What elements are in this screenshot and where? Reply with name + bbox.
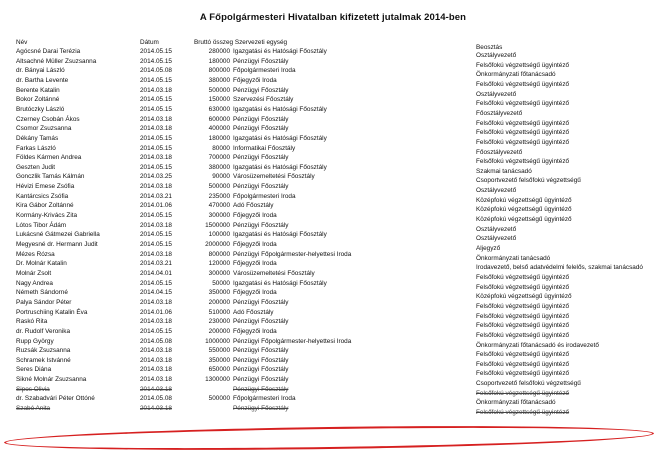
table-row <box>0 327 666 339</box>
cell-department: Városüzemeltetési Főosztály <box>233 269 315 277</box>
table-row <box>0 95 666 108</box>
table-row <box>0 86 666 98</box>
cell-name: dr. Bányai László <box>16 67 65 75</box>
cell-position: Felsőfokú végzettségű ügyintéző <box>476 80 570 88</box>
cell-name: Megyesné dr. Hermann Judit <box>16 241 98 248</box>
cell-name: Mézes Rózsa <box>16 250 55 258</box>
cell-name: Altsachné Müller Zsuzsanna <box>16 57 97 65</box>
cell-name: Geszten Judit <box>16 163 56 171</box>
cell-department: Főpolgármesteri Iroda <box>233 395 296 403</box>
cell-department: Pénzügyi Főosztály <box>233 125 289 133</box>
cell-date: 2014.03.18 <box>140 385 172 393</box>
cell-amount: 500000 <box>208 86 230 94</box>
table-row <box>0 57 666 69</box>
table-row <box>0 115 666 127</box>
cell-name: dr. Bartha Levente <box>16 76 69 84</box>
cell-amount: 500000 <box>208 183 230 191</box>
cell-department: Igazgatási és Hatósági Főosztály <box>233 105 327 113</box>
cell-amount: 380000 <box>208 76 230 84</box>
cell-date: 2014.03.18 <box>140 183 172 191</box>
cell-position: Osztályvezető <box>476 235 517 243</box>
cell-date: 2014.03.18 <box>140 125 172 133</box>
cell-date: 2014.05.15 <box>140 76 172 84</box>
cell-amount: 350000 <box>208 289 230 297</box>
cell-amount: 150000 <box>208 96 230 104</box>
cell-position: Főosztályvezető <box>476 148 523 156</box>
cell-position: Felsőfokú végzettségű ügyintéző <box>476 100 570 108</box>
cell-name: Lótos Tibor Ádám <box>16 221 67 229</box>
cell-position: Osztályvezető <box>476 90 517 98</box>
cell-department: Pénzügyi Főosztály <box>233 86 289 94</box>
cell-position: Felsőfokú végzettségű ügyintéző <box>476 283 570 291</box>
cell-department: Pénzügyi Főosztály <box>233 183 289 191</box>
table-row <box>0 279 666 291</box>
cell-position: Önkormányzati főtanácsadó és irodavezető <box>476 341 599 349</box>
cell-department: Pénzügyi Főosztály <box>233 405 289 413</box>
cell-date: 2014.05.15 <box>140 144 172 152</box>
cell-department: Pénzügyi Főosztály <box>233 298 289 306</box>
cell-position: Felsőfokú végzettségű ügyintéző <box>476 351 570 359</box>
table-row <box>0 356 666 368</box>
cell-department: Igazgatási és Hatósági Főosztály <box>233 48 327 55</box>
cell-amount: 180000 <box>208 57 230 65</box>
cell-amount: 2000000 <box>205 241 230 248</box>
table-row <box>0 76 666 88</box>
cell-date: 2014.03.18 <box>140 347 172 355</box>
cell-name: Csomor Zsuzsanna <box>16 125 72 133</box>
cell-department: Főjegyzői Iroda <box>233 212 277 220</box>
cell-department: Adó Főosztály <box>233 308 274 316</box>
table-row <box>0 192 666 204</box>
cell-name: Schramek Istvánné <box>16 356 71 364</box>
cell-position: Felsőfokú végzettségű ügyintéző <box>476 138 570 146</box>
cell-department: Pénzügyi Főpolgármester-helyettesi Iroda <box>233 250 352 258</box>
cell-name: Raskó Rita <box>16 318 48 326</box>
cell-department: Pénzügyi Főosztály <box>233 115 289 123</box>
cell-name: Seres Diána <box>16 366 52 374</box>
cell-name: Kira Gábor Zoltánné <box>16 202 74 210</box>
cell-amount: 200000 <box>208 327 230 335</box>
header-amount-dept: Bruttó összeg Szervezeti egység <box>194 39 288 46</box>
table-row <box>0 308 666 320</box>
cell-amount: 280000 <box>208 48 230 55</box>
cell-amount: 700000 <box>208 154 230 162</box>
cell-department: Pénzügyi Főosztály <box>233 356 289 364</box>
cell-position: Középfokú végzettségű ügyintéző <box>476 293 572 301</box>
cell-date: 2014.05.08 <box>140 395 172 403</box>
table-row <box>0 259 666 272</box>
cell-date: 2014.03.18 <box>140 86 172 94</box>
cell-position: Felsőfokú végzettségű ügyintéző <box>476 158 570 166</box>
header-date: Dátum <box>140 39 159 46</box>
cell-position: Önkormányzati tanácsadó <box>476 254 551 262</box>
cell-department: Pénzügyi Főosztály <box>233 57 289 65</box>
cell-position: Irodavezető, belső adatvédelmi felelős, szakmai tanácsadó <box>476 264 643 272</box>
header-name: Név <box>16 39 28 46</box>
cell-name: Németh Sándorné <box>16 289 68 297</box>
cell-amount: 600000 <box>208 115 230 123</box>
cell-position: Felsőfokú végzettségű ügyintéző <box>476 129 570 137</box>
cell-department: Pénzügyi Főosztály <box>233 221 289 229</box>
cell-amount: 100000 <box>208 231 230 239</box>
table-row <box>0 201 666 214</box>
table-row <box>0 172 666 185</box>
cell-name: Lukácsné Gátmezei Gabriella <box>16 231 100 239</box>
cell-department: Városüzemeltetési Főosztály <box>233 173 315 181</box>
table-row <box>0 211 666 224</box>
table-row <box>0 153 666 166</box>
cell-amount: 380000 <box>208 163 230 171</box>
cell-date: 2014.05.15 <box>140 231 172 239</box>
cell-date: 2014.04.01 <box>140 269 172 277</box>
cell-date: 2014.05.15 <box>140 241 172 248</box>
cell-position: Felsőfokú végzettségű ügyintéző <box>476 360 570 368</box>
cell-amount: 650000 <box>208 366 230 374</box>
cell-position: Főosztályvezető <box>476 109 523 117</box>
cell-department: Főjegyzői Iroda <box>233 241 277 248</box>
table-row <box>0 163 666 175</box>
cell-position: Középfokú végzettségű ügyintéző <box>476 196 572 204</box>
cell-date: 2014.05.15 <box>140 212 172 220</box>
cell-department: Pénzügyi Főosztály <box>233 154 289 162</box>
cell-date: 2014.01.06 <box>140 202 172 210</box>
cell-date: 2014.03.21 <box>140 192 172 200</box>
cell-position: Osztályvezető <box>476 52 517 59</box>
table-row <box>0 394 666 407</box>
cell-position: Középfokú végzettségű ügyintéző <box>476 216 572 224</box>
cell-department: Főpolgármesteri Iroda <box>233 67 296 75</box>
cell-department: Pénzügyi Főosztály <box>233 347 289 355</box>
cell-name: Ruzsák Zsuzsanna <box>16 347 71 355</box>
cell-position: Csoportvezető felsőfokú végzettségű <box>476 380 581 388</box>
cell-position: Felsőfokú végzettségű ügyintéző <box>476 322 570 330</box>
cell-name: Kormány-Krivács Zita <box>16 212 78 220</box>
cell-position: Felsőfokú végzettségű ügyintéző <box>476 389 570 397</box>
cell-amount: 50000 <box>212 279 230 287</box>
cell-date: 2014.05.15 <box>140 105 172 113</box>
cell-date: 2014.03.18 <box>140 356 172 364</box>
cell-position: Önkormányzati főtanácsadó <box>476 71 556 79</box>
cell-department: Adó Főosztály <box>233 202 274 210</box>
cell-amount: 90000 <box>212 173 230 181</box>
cell-amount: 800000 <box>208 250 230 258</box>
cell-name: Dr. Molnár Katalin <box>16 260 67 268</box>
table-row <box>0 385 666 397</box>
cell-position: Aljegyző <box>476 245 501 252</box>
cell-department: Igazgatási és Hatósági Főosztály <box>233 231 327 239</box>
cell-position: Önkormányzati főtanácsadó <box>476 399 556 407</box>
cell-department: Szervezési Főosztály <box>233 96 294 104</box>
cell-department: Főjegyzői Iroda <box>233 76 277 84</box>
cell-name: Dékány Tamás <box>16 134 59 142</box>
cell-amount: 80000 <box>212 144 230 152</box>
table-row <box>0 105 666 117</box>
cell-amount: 200000 <box>208 298 230 306</box>
cell-date: 2014.03.18 <box>140 221 172 229</box>
cell-date: 2014.05.15 <box>140 48 172 55</box>
table-row <box>0 337 666 349</box>
document-title: A Főpolgármesteri Hivatalban kifizetett jutalmak 2014-ben <box>199 12 467 23</box>
cell-date: 2014.03.21 <box>140 260 172 268</box>
cell-date: 2014.05.15 <box>140 134 172 142</box>
cell-date: 2014.03.18 <box>140 250 172 258</box>
cell-amount: 350000 <box>208 356 230 364</box>
cell-name: Molnár Zsolt <box>16 269 52 277</box>
cell-date: 2014.03.18 <box>140 366 172 374</box>
cell-name: Bokor Zoltánné <box>16 96 60 104</box>
cell-amount: 235000 <box>208 192 230 200</box>
cell-date: 2014.03.18 <box>140 154 172 162</box>
cell-position: Felsőfokú végzettségű ügyintéző <box>476 273 570 281</box>
cell-name: Szabó Anita <box>16 405 51 413</box>
cell-date: 2014.05.15 <box>140 57 172 65</box>
cell-date: 2014.03.18 <box>140 115 172 123</box>
cell-name: Portruschiing Katalin Éva <box>16 308 88 316</box>
cell-position: Felsőfokú végzettségű ügyintéző <box>476 61 570 69</box>
cell-department: Igazgatási és Hatósági Főosztály <box>233 163 327 171</box>
table-row <box>0 404 666 417</box>
red-highlight-ellipse <box>4 422 654 453</box>
header-position: Beosztás <box>476 44 503 51</box>
table-row <box>0 375 666 388</box>
cell-position: Középfokú végzettségű ügyintéző <box>476 206 572 214</box>
cell-position: Felsőfokú végzettségű ügyintéző <box>476 119 570 127</box>
cell-name: Nagy Andrea <box>16 279 53 287</box>
cell-department: Főjegyzői Iroda <box>233 260 277 268</box>
table-row <box>0 288 666 301</box>
cell-department: Pénzügyi Főosztály <box>233 366 289 374</box>
cell-position: Felsőfokú végzettségű ügyintéző <box>476 409 570 417</box>
table-row <box>0 182 666 195</box>
table-row <box>0 124 666 137</box>
cell-name: dr. Rudolf Veronika <box>16 327 70 335</box>
cell-name: Palya Sándor Péter <box>16 298 72 306</box>
cell-amount: 300000 <box>208 212 230 220</box>
table-row <box>0 269 666 281</box>
cell-date: 2014.05.15 <box>140 96 172 104</box>
cell-name: Sikné Molnár Zsuzsanna <box>16 376 87 384</box>
table-row <box>0 298 666 310</box>
cell-amount: 500000 <box>208 395 230 403</box>
cell-date: 2014.03.25 <box>140 173 172 181</box>
table-row <box>0 346 666 359</box>
cell-department: Főpolgármesteri Iroda <box>233 192 296 200</box>
cell-position: Felsőfokú végzettségű ügyintéző <box>476 331 570 339</box>
cell-department: Informatikai Főosztály <box>233 144 296 152</box>
cell-department: Igazgatási és Hatósági Főosztály <box>233 279 327 287</box>
table-row <box>0 47 666 59</box>
cell-name: dr. Szabadvári Péter Ottóné <box>16 395 95 403</box>
cell-date: 2014.03.18 <box>140 318 172 326</box>
table-row <box>0 240 666 252</box>
cell-amount: 180000 <box>208 134 230 142</box>
cell-date: 2014.03.18 <box>140 405 172 413</box>
cell-date: 2014.05.15 <box>140 279 172 287</box>
table-row <box>0 250 666 262</box>
table-row <box>0 230 666 243</box>
cell-amount: 630000 <box>208 105 230 113</box>
table-row <box>0 365 666 378</box>
cell-department: Pénzügyi Főosztály <box>233 376 289 384</box>
cell-date: 2014.04.15 <box>140 289 172 297</box>
cell-name: Gonczlik Tamás Kálmán <box>16 173 85 181</box>
cell-position: Osztályvezető <box>476 225 517 233</box>
cell-name: Rupp György <box>16 337 54 345</box>
cell-position: Felsőfokú végzettségű ügyintéző <box>476 302 570 310</box>
cell-position: Szakmai tanácsadó <box>476 167 532 175</box>
cell-date: 2014.03.18 <box>140 376 172 384</box>
table-row <box>0 134 666 146</box>
cell-name: Földes Kármen Andrea <box>16 154 82 162</box>
cell-position: Felsőfokú végzettségű ügyintéző <box>476 370 570 378</box>
cell-amount: 550000 <box>208 347 230 355</box>
cell-position: Felsőfokú végzettségű ügyintéző <box>476 312 570 320</box>
cell-department: Pénzügyi Főosztály <box>233 385 289 393</box>
cell-name: Farkas László <box>16 144 56 152</box>
cell-position: Csoportvezető felsőfokú végzettségű <box>476 177 581 185</box>
cell-position: Osztályvezető <box>476 187 517 195</box>
cell-name: Brutóczky László <box>16 105 65 113</box>
table-row <box>0 221 666 233</box>
cell-name: Sipos Olivia <box>16 385 50 393</box>
cell-department: Igazgatási és Hatósági Főosztály <box>233 134 327 142</box>
cell-department: Pénzügyi Főpolgármester-helyettesi Iroda <box>233 337 352 345</box>
cell-amount: 1300000 <box>205 376 230 384</box>
table-row <box>0 144 666 156</box>
cell-department: Pénzügyi Főosztály <box>233 318 289 326</box>
cell-date: 2014.01.06 <box>140 308 172 316</box>
cell-name: Hévizi Emese Zsófia <box>16 183 75 191</box>
cell-amount: 470000 <box>208 202 230 210</box>
cell-amount: 800000 <box>208 67 230 75</box>
cell-amount: 1000000 <box>205 337 230 345</box>
table-header <box>0 38 666 51</box>
cell-name: Kantárcsics Zsófia <box>16 192 69 200</box>
cell-amount: 120000 <box>208 260 230 268</box>
cell-date: 2014.05.15 <box>140 163 172 171</box>
cell-amount: 1500000 <box>205 221 230 229</box>
cell-name: Czerney Csobán Ákos <box>16 115 80 123</box>
cell-amount: 400000 <box>208 125 230 133</box>
cell-amount: 300000 <box>208 269 230 277</box>
cell-date: 2014.05.08 <box>140 337 172 345</box>
cell-department: Főjegyzői Iroda <box>233 289 277 297</box>
cell-date: 2014.03.18 <box>140 298 172 306</box>
cell-department: Főjegyzői Iroda <box>233 327 277 335</box>
cell-date: 2014.05.08 <box>140 67 172 75</box>
cell-amount: 230000 <box>208 318 230 326</box>
cell-name: Berente Katalin <box>16 86 60 94</box>
cell-amount: 510000 <box>208 308 230 316</box>
cell-date: 2014.05.15 <box>140 327 172 335</box>
table-row <box>0 317 666 330</box>
cell-name: Agócsné Darai Terézia <box>16 48 81 55</box>
table-row <box>0 66 666 79</box>
